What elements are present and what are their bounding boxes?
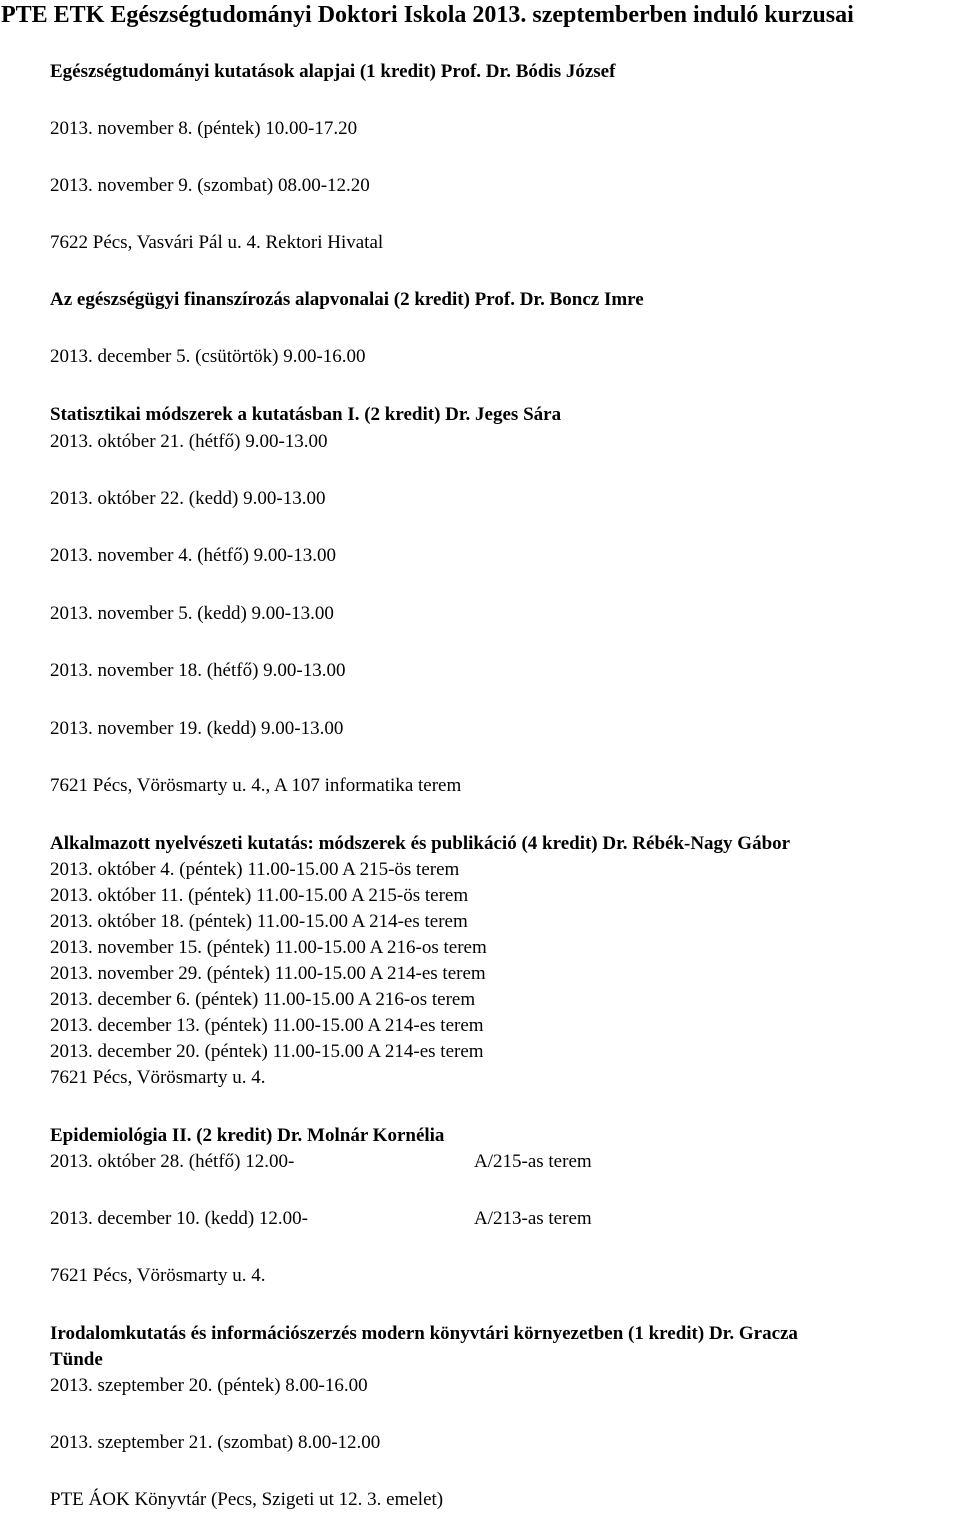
course-4-date: 2013. október 11. (péntek) 11.00-15.00 A 215-ös terem (50, 885, 469, 906)
course-4-location: 7621 Pécs, Vörösmarty u. 4. (50, 1067, 266, 1088)
course-6-date: 2013. szeptember 21. (szombat) 8.00-12.00 (50, 1432, 381, 1453)
document-title: PTE ETK Egészségtudományi Doktori Iskola 2013. szeptemberben induló kurzusai (1, 2, 854, 28)
course-3-date: 2013. november 19. (kedd) 9.00-13.00 (50, 718, 344, 739)
course-6-title-cont: Tünde (50, 1349, 103, 1370)
course-1-location: 7622 Pécs, Vasvári Pál u. 4. Rektori Hivatal (50, 232, 384, 253)
course-1-date: 2013. november 8. (péntek) 10.00-17.20 (50, 118, 358, 139)
course-6-date: 2013. szeptember 20. (péntek) 8.00-16.00 (50, 1375, 368, 1396)
course-3-date: 2013. november 4. (hétfő) 9.00-13.00 (50, 545, 336, 566)
course-4-date: 2013. december 13. (péntek) 11.00-15.00 A 214-es terem (50, 1015, 484, 1036)
course-5-room: A/213-as terem (474, 1208, 592, 1229)
course-3-date: 2013. október 21. (hétfő) 9.00-13.00 (50, 431, 328, 452)
course-5-title: Epidemiológia II. (2 kredit) Dr. Molnár Kornélia (50, 1125, 445, 1146)
course-4-date: 2013. december 6. (péntek) 11.00-15.00 A 216-os terem (50, 989, 476, 1010)
course-4-date: 2013. november 15. (péntek) 11.00-15.00 A 216-os terem (50, 937, 487, 958)
course-5-date: 2013. október 28. (hétfő) 12.00- (50, 1151, 295, 1172)
course-5-room: A/215-as terem (474, 1151, 592, 1172)
course-1-title: Egészségtudományi kutatások alapjai (1 kredit) Prof. Dr. Bódis József (50, 61, 616, 82)
course-4-date: 2013. október 4. (péntek) 11.00-15.00 A 215-ös terem (50, 859, 460, 880)
course-4-title: Alkalmazott nyelvészeti kutatás: módszerek és publikáció (4 kredit) Dr. Rébék-Nagy Gábor (50, 833, 791, 854)
course-4-date: 2013. november 29. (péntek) 11.00-15.00 A 214-es terem (50, 963, 486, 984)
course-3-location: 7621 Pécs, Vörösmarty u. 4., A 107 informatika terem (50, 775, 462, 796)
course-3-date: 2013. október 22. (kedd) 9.00-13.00 (50, 488, 326, 509)
course-2-title: Az egészségügyi finanszírozás alapvonalai (2 kredit) Prof. Dr. Boncz Imre (50, 289, 644, 310)
course-1-date: 2013. november 9. (szombat) 08.00-12.20 (50, 175, 370, 196)
course-5-date: 2013. december 10. (kedd) 12.00- (50, 1208, 309, 1229)
course-4-date: 2013. december 20. (péntek) 11.00-15.00 A 214-es terem (50, 1041, 484, 1062)
course-3-date: 2013. november 18. (hétfő) 9.00-13.00 (50, 660, 346, 681)
course-2-date: 2013. december 5. (csütörtök) 9.00-16.00 (50, 346, 366, 367)
course-3-title: Statisztikai módszerek a kutatásban I. (2 kredit) Dr. Jeges Sára (50, 404, 562, 425)
course-3-date: 2013. november 5. (kedd) 9.00-13.00 (50, 603, 334, 624)
course-5-location: 7621 Pécs, Vörösmarty u. 4. (50, 1265, 266, 1286)
course-6-title: Irodalomkutatás és információszerzés modern könyvtári környezetben (1 kredit) Dr. Gracza (50, 1323, 798, 1344)
course-6-location: PTE ÁOK Könyvtár (Pecs, Szigeti ut 12. 3. emelet) (50, 1489, 444, 1510)
course-4-date: 2013. október 18. (péntek) 11.00-15.00 A 214-es terem (50, 911, 468, 932)
